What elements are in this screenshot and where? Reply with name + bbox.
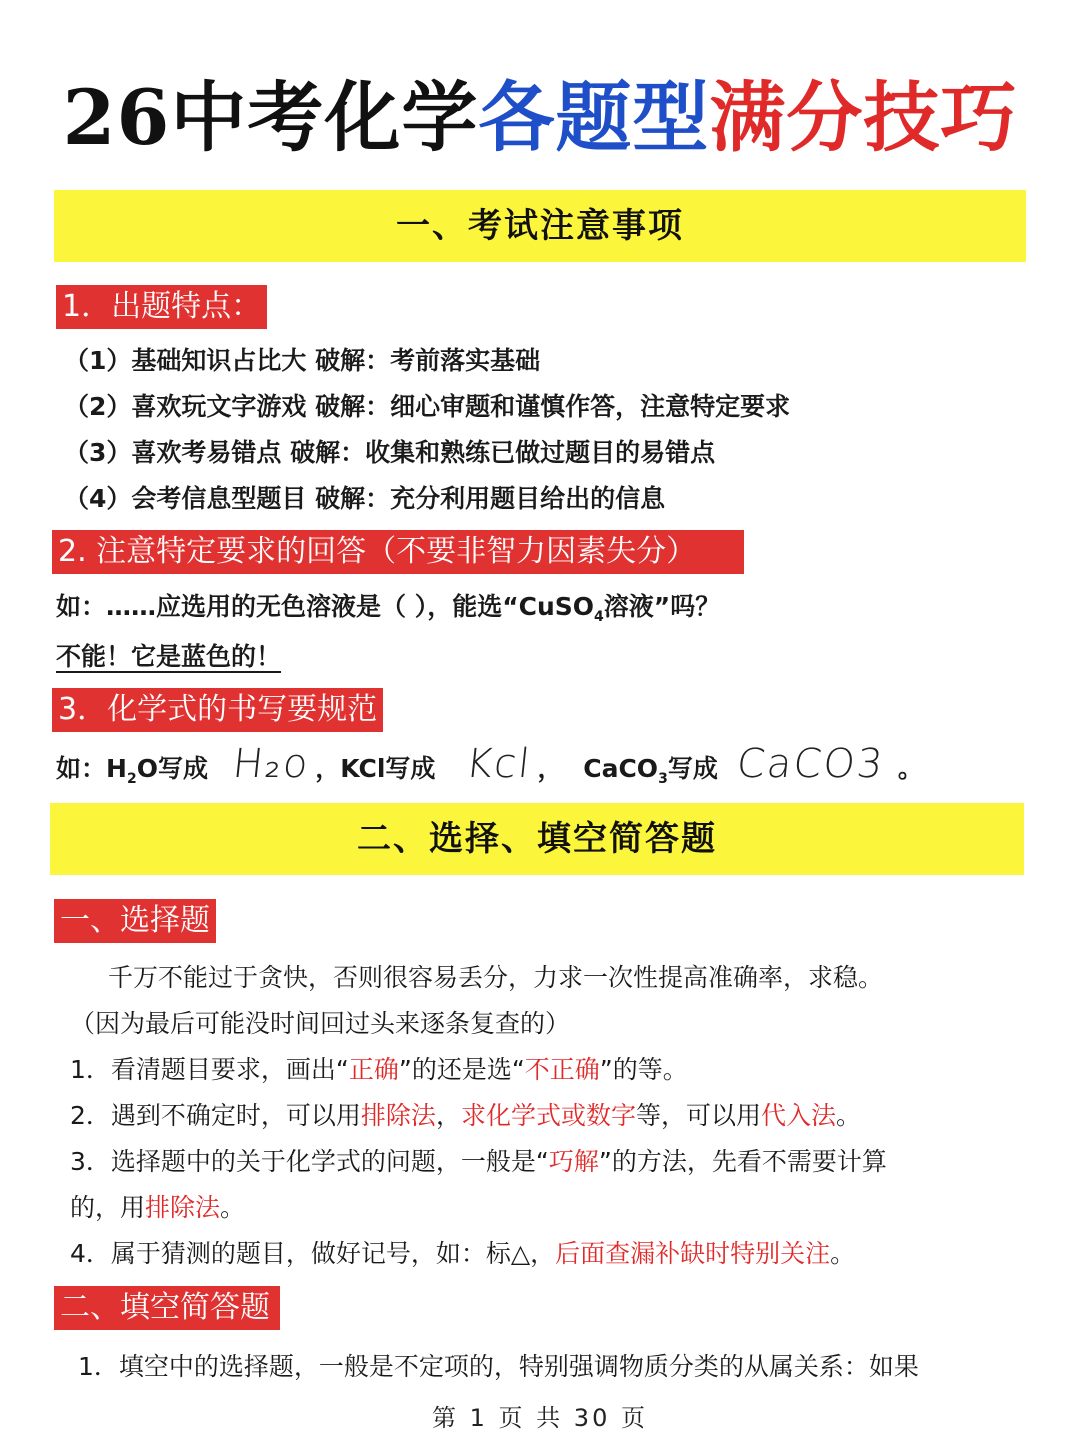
formula-subscript: 3 (658, 771, 668, 787)
sub-heading-choice: 一、选择题 (54, 899, 216, 943)
list-item (70, 1097, 861, 1135)
formula-text: 。 (897, 754, 923, 783)
formula-example-line (56, 736, 923, 807)
formula-text: O写成 (136, 754, 208, 783)
text-span: 等，可以用 (635, 1101, 761, 1130)
sub-heading-3: 3．化学式的书写要规范 (52, 688, 383, 732)
list-item: （4）会考信息型题目 破解：充分利用题目给出的信息 (64, 484, 666, 513)
text-span: 的，用 (70, 1193, 146, 1222)
highlight-text: 巧解 (548, 1147, 599, 1176)
page-title (0, 70, 1080, 166)
text-span: ， (435, 1101, 461, 1130)
text-span: 。 (220, 1193, 246, 1222)
list-item (70, 1051, 688, 1089)
sub-heading-2: 2. 注意特定要求的回答（不要非智力因素失分） (52, 530, 744, 574)
formula-text: 如：H (56, 754, 127, 783)
formula-subscript: 2 (126, 771, 137, 787)
list-item: （3）喜欢考易错点 破解：收集和熟练已做过题目的易错点 (64, 438, 716, 467)
list-item: （2）喜欢玩文字游戏 破解：细心审题和谨慎作答，注意特定要求 (64, 392, 791, 421)
text-span: ”的方法，先看不需要计算 (598, 1147, 887, 1176)
highlight-text: 代入法 (760, 1101, 836, 1130)
example-text-b: 溶液”吗？ (603, 592, 721, 621)
text-span: 3．选择题中的关于化学式的问题，一般是“ (70, 1147, 549, 1176)
handwritten-kcl: Kcl (463, 741, 534, 787)
paragraph: （因为最后可能没时间回过头来逐条复查的） (70, 1009, 571, 1038)
handwritten-caco3: CaCO3 (734, 741, 887, 787)
formula-text: ， (537, 754, 563, 783)
example-subscript: 4 (594, 609, 604, 625)
highlight-text: 后面查漏补缺时特别关注 (555, 1239, 831, 1268)
highlight-text: 正确 (348, 1055, 399, 1084)
highlight-text: 排除法 (360, 1101, 436, 1130)
list-item (70, 1143, 887, 1181)
example-text-a: 如：……应选用的无色溶液是（ ），能选“CuSO (56, 592, 595, 621)
title-part-1: 26中考化学 (62, 73, 479, 162)
sub-heading-fill: 二、填空简答题 (54, 1286, 280, 1330)
page-indicator: 第 1 页 共 30 页 (432, 1404, 648, 1432)
formula-text: ，KCl写成 (315, 754, 436, 783)
highlight-text: 不正确 (524, 1055, 600, 1084)
sub-heading-1: 1．出题特点： (56, 285, 267, 329)
list-item: （1）基础知识占比大 破解：考前落实基础 (64, 346, 541, 375)
text-span: ”的还是选“ (398, 1055, 525, 1084)
text-span: 。 (830, 1239, 856, 1268)
section-2-banner: 二、选择、填空简答题 (50, 803, 1024, 875)
title-part-3: 满分技巧 (709, 73, 1018, 162)
text-span: ”的等。 (599, 1055, 688, 1084)
text-span: 2．遇到不确定时，可以用 (70, 1101, 361, 1130)
text-span: 1．看清题目要求，画出“ (70, 1055, 349, 1084)
list-item-continued (70, 1189, 245, 1227)
text-span: 4．属于猜测的题目，做好记号，如：标△， (70, 1239, 556, 1268)
paragraph: 千万不能过于贪快，否则很容易丢分，力求一次性提高准确率，求稳。 (108, 963, 884, 992)
text-span: 。 (836, 1101, 862, 1130)
section-1-banner: 一、考试注意事项 (54, 190, 1026, 262)
title-part-2: 各题型 (478, 73, 710, 162)
formula-text: CaCO (583, 754, 659, 783)
answer-line: 不能！它是蓝色的！ (56, 642, 282, 671)
example-line (56, 588, 720, 636)
list-item (70, 1235, 855, 1273)
highlight-text: 求化学式或数字 (460, 1101, 636, 1130)
formula-text: 写成 (667, 754, 718, 783)
handwritten-h2o: H₂o (230, 741, 312, 787)
highlight-text: 排除法 (145, 1193, 221, 1222)
list-item: 1．填空中的选择题，一般是不定项的，特别强调物质分类的从属关系：如果 (78, 1352, 919, 1381)
